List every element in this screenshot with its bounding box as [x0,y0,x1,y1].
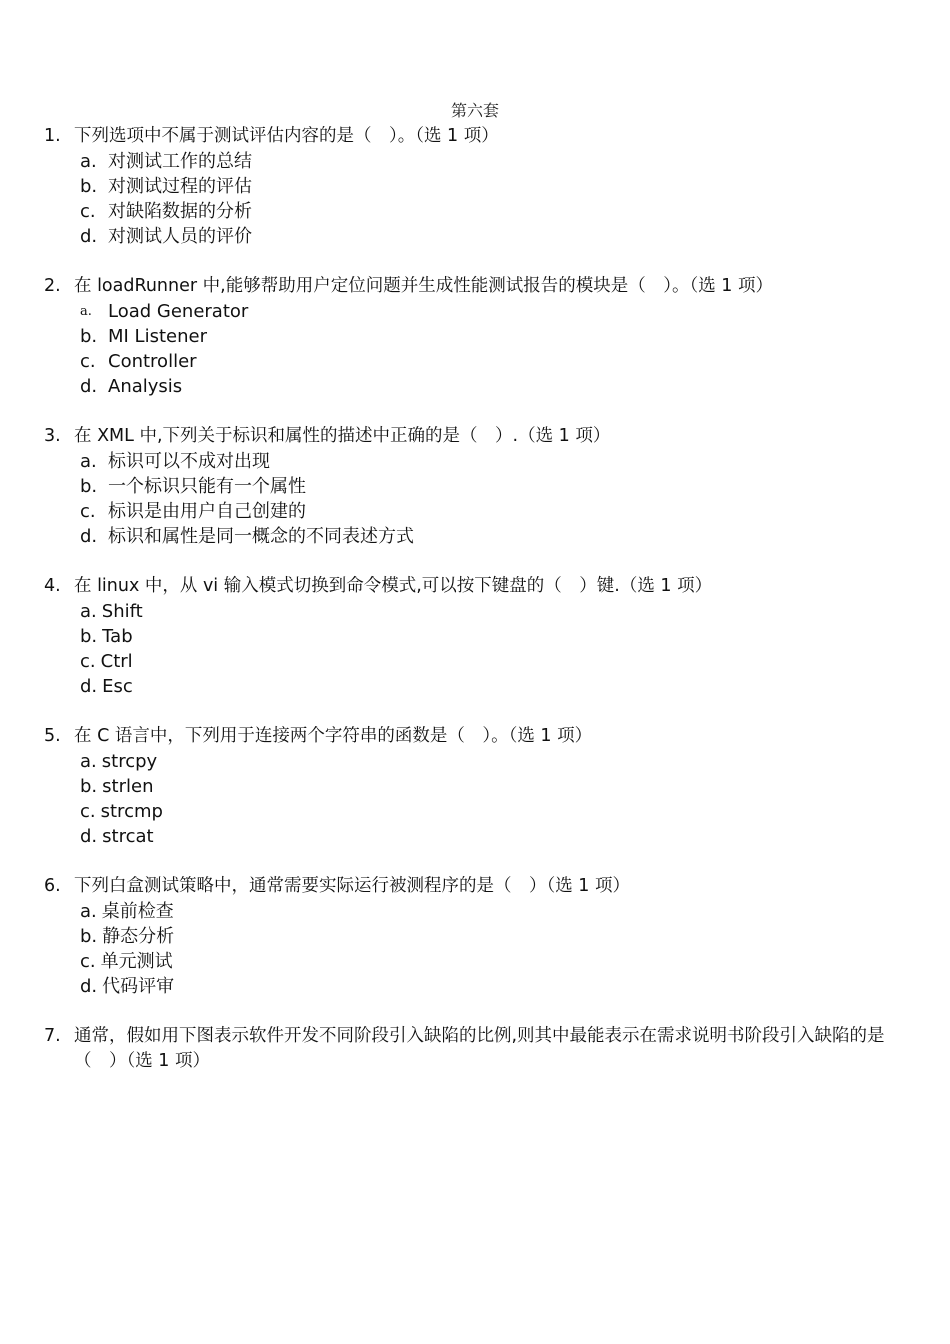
option-letter: d. [80,976,98,997]
option-text: 桌前检查 [101,901,174,922]
question-list [44,124,914,1099]
option-c [44,949,914,974]
option-letter: b. [80,176,98,197]
option-letter: a. [80,601,97,622]
question-text: 通常，假如用下图表示软件开发不同阶段引入缺陷的比例,则其中最能表示在需求说明书阶段引入缺陷的是（ ）（选 1 项） [74,1026,885,1071]
option-b [44,774,914,799]
option-letter: c. [80,651,96,672]
option-d [44,974,914,999]
page-title: 第六套 [450,101,499,120]
option-text: Load Generator [108,301,249,322]
option-letter: c. [80,801,96,822]
option-letter: d. [80,376,98,397]
option-text: MI Listener [108,326,207,347]
option-letter: c. [80,501,96,522]
question-5 [44,724,914,849]
question-text: 下列白盒测试策略中，通常需要实际运行被测程序的是（ ）（选 1 项） [74,876,631,896]
option-text: Ctrl [100,651,133,672]
question-number: 1. [44,126,61,146]
option-letter: a. [80,901,97,922]
question-text: 在 XML 中,下列关于标识和属性的描述中正确的是（ ）.（选 1 项） [74,426,611,446]
option-text: Controller [108,351,197,372]
option-text: Esc [102,676,133,697]
option-letter: b. [80,626,98,647]
question-number: 2. [44,276,61,296]
option-d [44,224,914,249]
option-text: 标识和属性是同一概念的不同表述方式 [108,526,414,547]
option-text: 对测试工作的总结 [108,151,252,172]
option-b [44,624,914,649]
option-letter: b. [80,776,98,797]
option-a [44,149,914,174]
option-text: 标识可以不成对出现 [108,451,270,472]
option-text: 对缺陷数据的分析 [108,201,252,222]
option-list [44,449,914,549]
option-c [44,349,914,374]
question-text: 在 loadRunner 中,能够帮助用户定位问题并生成性能测试报告的模块是（ ）。（选 1 项） [74,276,773,296]
option-a [44,749,914,774]
option-letter: a. [80,451,97,472]
option-list [44,899,914,999]
option-d [44,374,914,399]
question-text: 在 linux 中，从 vi 输入模式切换到命令模式,可以按下键盘的（ ）键.（选 1 项） [74,576,713,596]
option-b [44,174,914,199]
option-text: 静态分析 [102,926,175,947]
option-text: Analysis [108,376,183,397]
option-letter: a. [80,304,92,319]
option-letter: c. [80,951,96,972]
option-text: 标识是由用户自己创建的 [108,501,306,522]
option-letter: b. [80,326,98,347]
option-d [44,824,914,849]
option-text: 代码评审 [102,976,175,997]
option-list [44,149,914,249]
option-letter: c. [80,201,96,222]
question-7 [44,1024,914,1074]
option-text: 对测试人员的评价 [108,226,252,247]
option-letter: a. [80,151,97,172]
option-letter: d. [80,676,98,697]
question-number: 4. [44,576,61,596]
option-list [44,599,914,699]
option-letter: b. [80,476,98,497]
question-2 [44,274,914,399]
option-c [44,199,914,224]
question-text: 下列选项中不属于测试评估内容的是（ ）。（选 1 项） [74,126,499,146]
question-number: 5. [44,726,61,746]
option-b [44,474,914,499]
option-a [44,599,914,624]
option-letter: b. [80,926,98,947]
question-3 [44,424,914,549]
question-6 [44,874,914,999]
option-text: strlen [102,776,154,797]
option-b [44,324,914,349]
question-number: 3. [44,426,61,446]
option-text: 单元测试 [100,951,173,972]
option-a [44,899,914,924]
option-c [44,649,914,674]
option-text: 一个标识只能有一个属性 [108,476,306,497]
option-b [44,924,914,949]
option-letter: c. [80,351,96,372]
option-d [44,674,914,699]
option-list [44,749,914,849]
option-letter: d. [80,826,98,847]
question-number: 6. [44,876,61,896]
option-c [44,499,914,524]
question-text: 在 C 语言中，下列用于连接两个字符串的函数是（ ）。（选 1 项） [74,726,593,746]
option-a [44,299,914,324]
option-a [44,449,914,474]
option-letter: d. [80,226,98,247]
option-d [44,524,914,549]
option-letter: a. [80,751,97,772]
option-list [44,299,914,399]
question-4 [44,574,914,699]
option-text: strcat [102,826,154,847]
question-number: 7. [44,1026,61,1046]
option-text: strcmp [100,801,163,822]
option-c [44,799,914,824]
option-text: Shift [101,601,143,622]
question-1 [44,124,914,249]
option-letter: d. [80,526,98,547]
option-text: strcpy [101,751,158,772]
option-text: Tab [102,626,133,647]
option-text: 对测试过程的评估 [108,176,252,197]
